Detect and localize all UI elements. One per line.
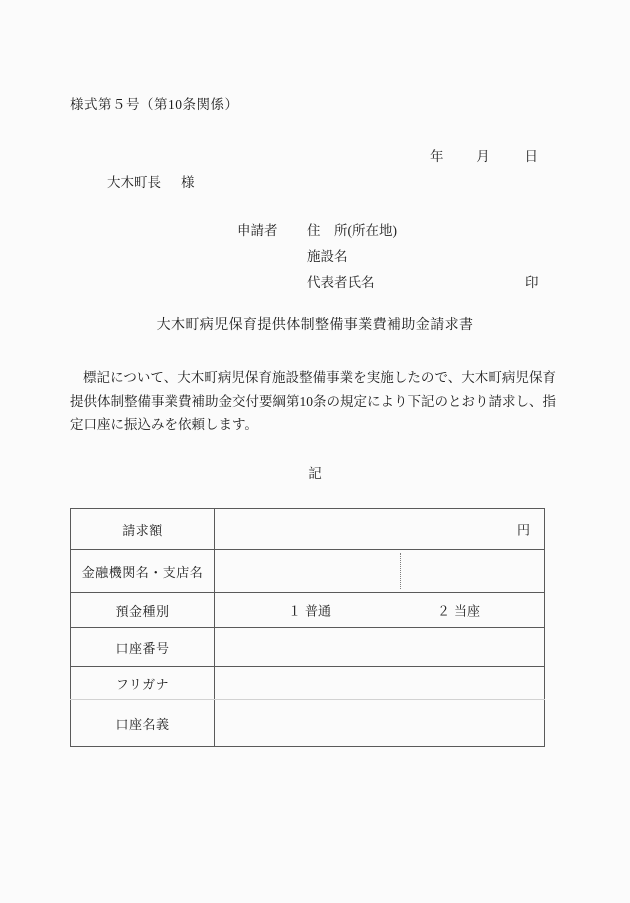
date-month-label: 月 — [476, 149, 490, 164]
applicant-label: 申請者 — [237, 223, 278, 238]
table-row — [71, 700, 545, 747]
deposit-option-current-label: 当座 — [454, 603, 481, 619]
date-line — [430, 145, 538, 165]
date-day-label: 日 — [524, 149, 538, 164]
ki-marker: 記 — [308, 466, 322, 481]
row-header-bank-branch: 金融機関名・支店名 — [71, 550, 215, 593]
bank-branch-field[interactable] — [215, 550, 545, 593]
deposit-option-ordinary-label: 普通 — [305, 603, 332, 619]
table-row — [71, 509, 545, 550]
addressee-name: 大木町長 — [107, 175, 161, 190]
body-paragraph-text: 標記について、大木町病児保育施設整備事業を実施したので、大木町病児保育提供体制整備事業費補助金交付要綱第10条の規定により下記のとおり請求し、指定口座に振込みを依頼します。 — [70, 370, 556, 432]
deposit-option-current-number: ２ — [437, 603, 451, 619]
deposit-type-options — [215, 593, 544, 627]
dotted-divider — [400, 553, 401, 589]
account-number-field[interactable] — [215, 628, 545, 667]
account-holder-field[interactable] — [215, 700, 545, 747]
applicant-representative-label: 代表者氏名 — [307, 275, 375, 290]
row-header-furigana: フリガナ — [71, 667, 215, 700]
row-header-account-number: 口座番号 — [71, 628, 215, 667]
deposit-option-ordinary-number: １ — [288, 603, 302, 619]
form-number: 様式第５号（第10条関係） — [70, 97, 239, 112]
deposit-option-current[interactable] — [437, 601, 480, 620]
applicant-facility-label: 施設名 — [307, 249, 348, 264]
deposit-type-field[interactable] — [215, 593, 545, 628]
claim-details-table — [70, 508, 545, 747]
page-title: 大木町病児保育提供体制整備事業費補助金請求書 — [156, 318, 474, 333]
table-row — [71, 667, 545, 700]
row-header-deposit-type: 預金種別 — [71, 593, 215, 628]
yen-unit-label: 円 — [516, 522, 530, 538]
applicant-address-label: 住 所(所在地) — [307, 223, 397, 238]
furigana-field[interactable] — [215, 667, 545, 700]
seal-mark: 印 — [525, 275, 539, 290]
row-header-claim-amount: 請求額 — [71, 509, 215, 550]
claim-amount-field[interactable] — [215, 509, 545, 550]
date-year-label: 年 — [430, 149, 444, 164]
addressee — [107, 171, 195, 191]
body-paragraph — [70, 366, 556, 437]
table-row — [71, 550, 545, 593]
row-header-account-holder: 口座名義 — [71, 700, 215, 747]
addressee-honorific: 様 — [181, 175, 195, 190]
table-row — [71, 628, 545, 667]
table-row — [71, 593, 545, 628]
deposit-option-ordinary[interactable] — [288, 601, 331, 620]
